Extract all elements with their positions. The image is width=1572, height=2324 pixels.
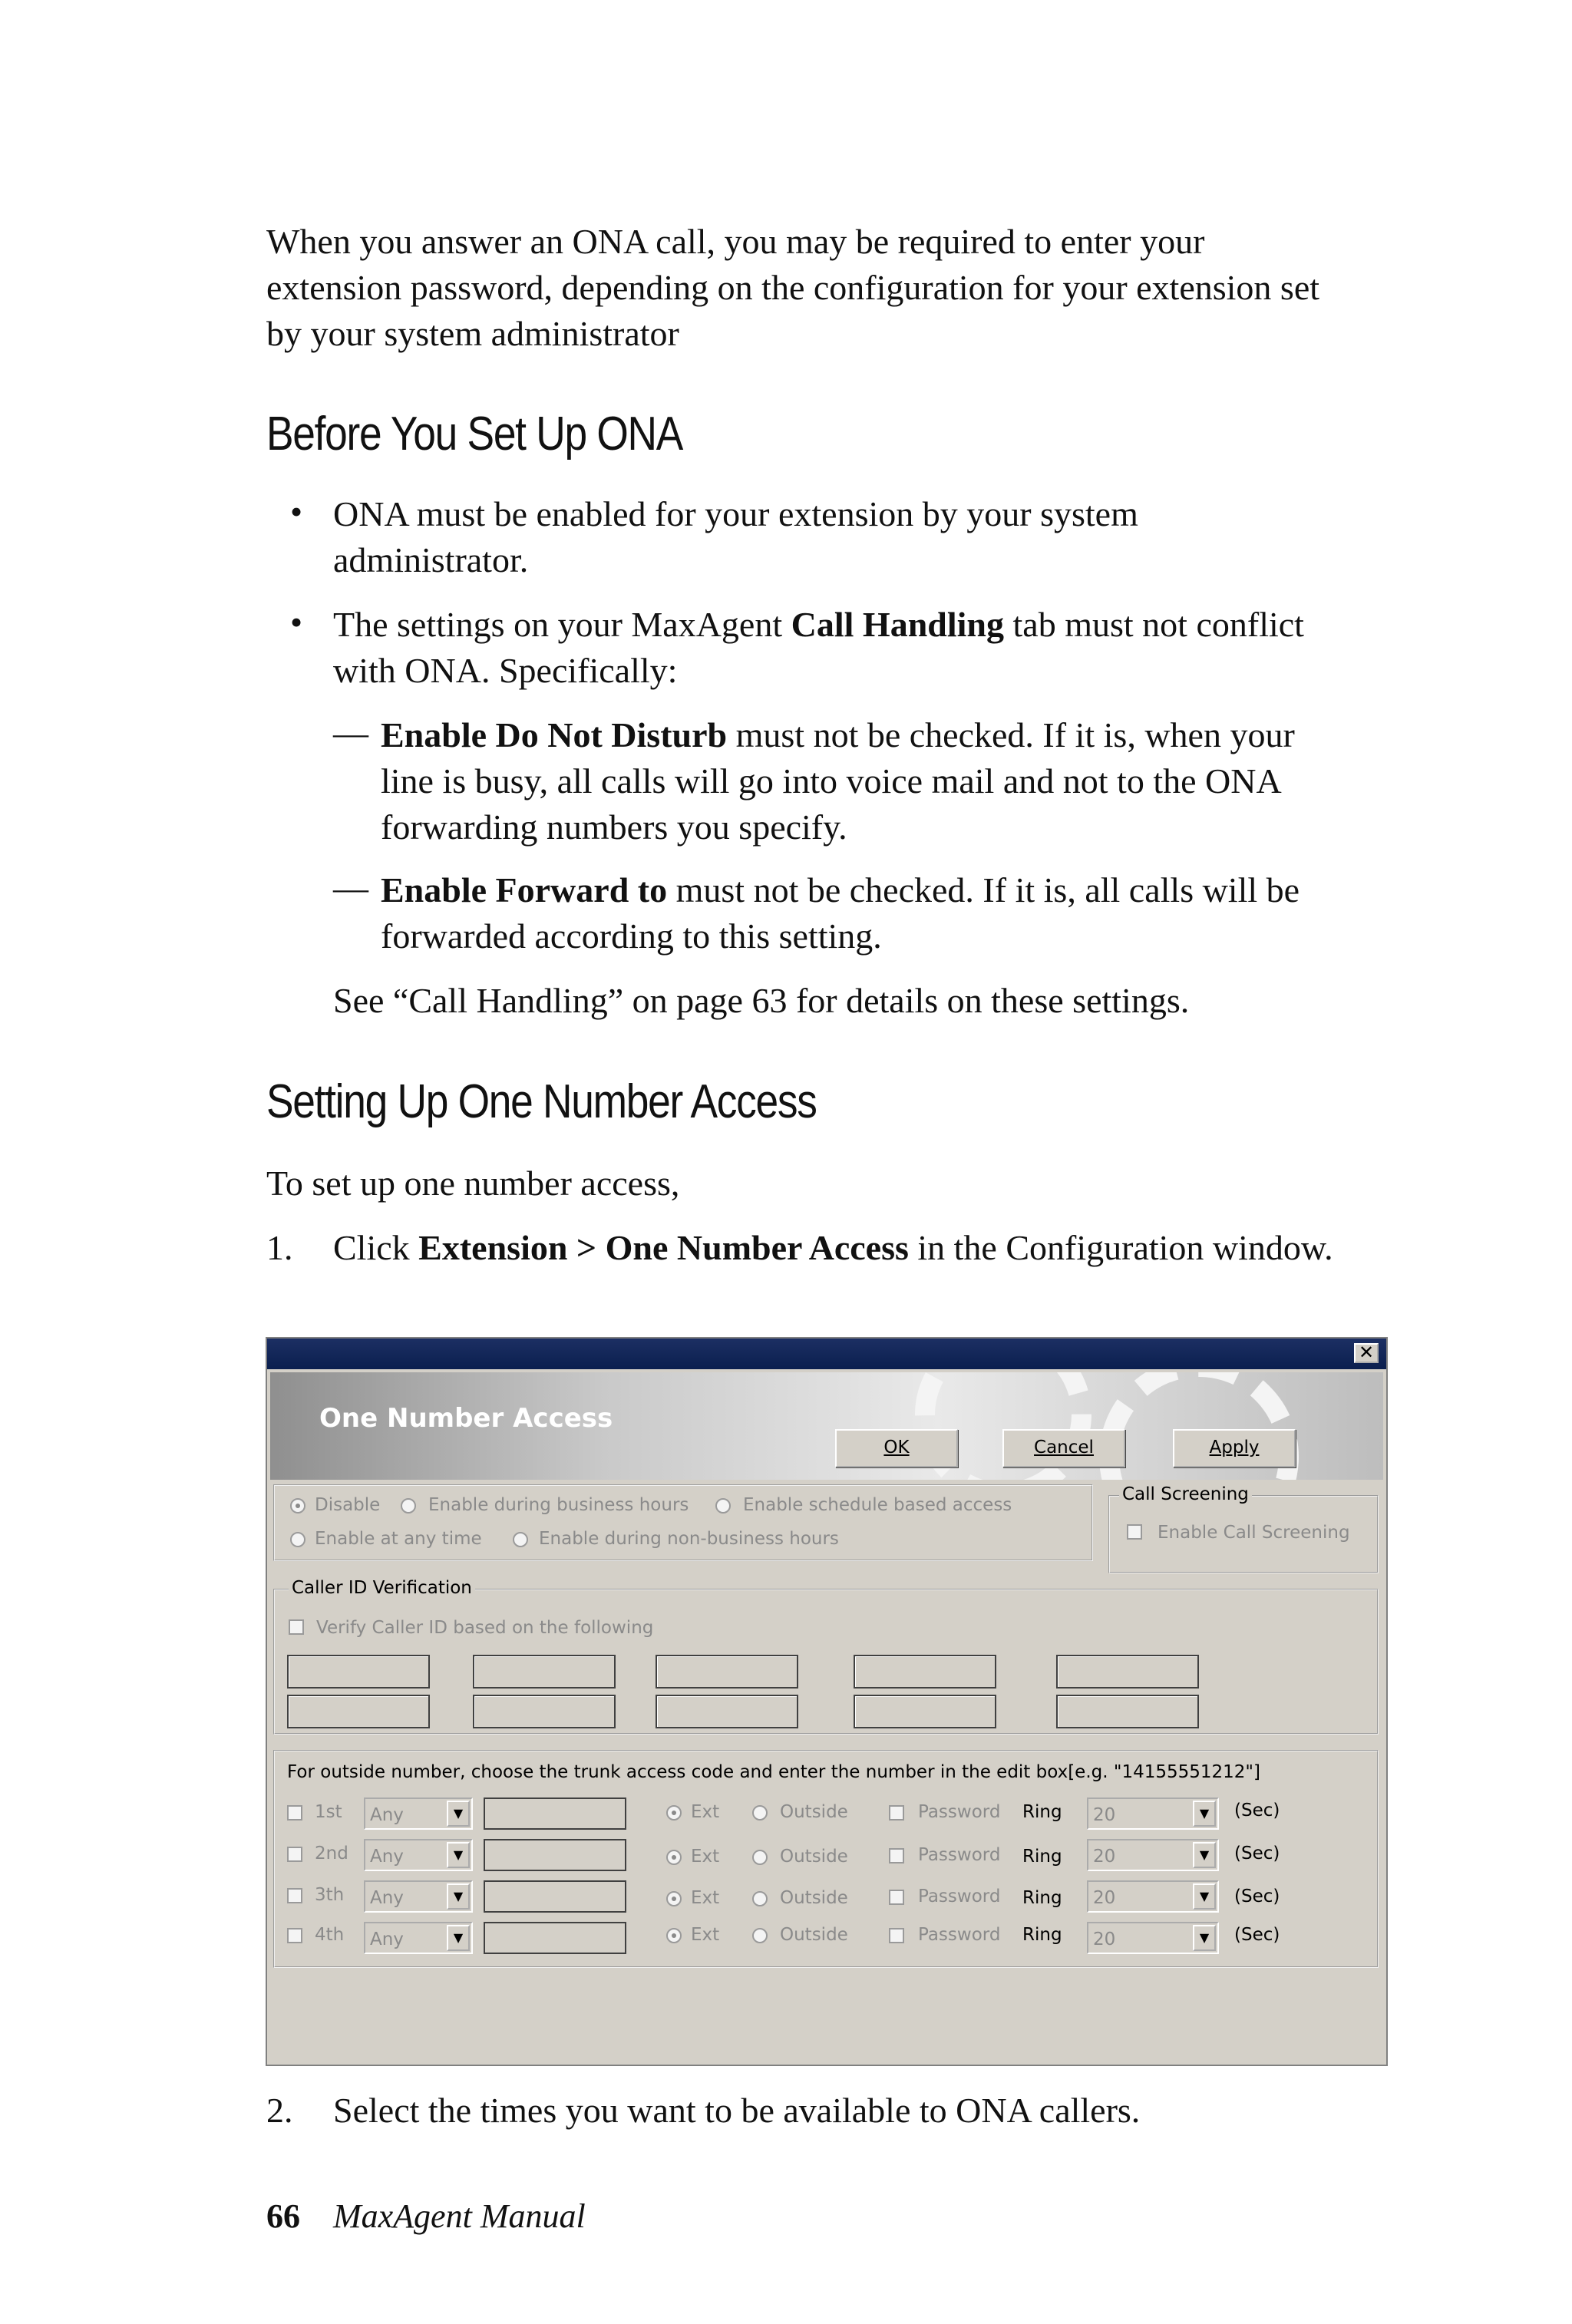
ext-label: Ext <box>691 1847 720 1867</box>
text-run: Click <box>333 1228 419 1267</box>
ring-seconds-select[interactable] <box>1087 1839 1219 1871</box>
non-business-radio[interactable] <box>513 1532 528 1547</box>
ext-radio[interactable] <box>666 1891 682 1906</box>
bullet-marker: • <box>290 602 303 642</box>
lead-text: To set up one number access, <box>266 1164 680 1203</box>
text-run: The settings on your MaxAgent <box>333 605 791 644</box>
row-enable-checkbox[interactable] <box>287 1888 302 1903</box>
ring-value: 20 <box>1093 1930 1116 1949</box>
trunk-select[interactable] <box>364 1880 473 1913</box>
ring-value: 20 <box>1093 1888 1116 1908</box>
section-heading-setting-up: Setting Up One Number Access <box>266 1075 817 1128</box>
text-run: in the Configuration window. <box>908 1228 1333 1267</box>
call-screening-checkbox[interactable] <box>1127 1524 1142 1540</box>
step-number: 1. <box>266 1228 293 1267</box>
ext-radio[interactable] <box>666 1850 682 1865</box>
section-heading-before-setup: Before You Set Up ONA <box>266 408 683 461</box>
caller-id-field[interactable] <box>854 1695 996 1728</box>
cancel-button[interactable]: Cancel <box>1002 1429 1125 1467</box>
bullet-item <box>333 491 1469 583</box>
ext-radio[interactable] <box>666 1805 682 1821</box>
bullet-item <box>333 602 1469 694</box>
disable-label: Disable <box>315 1495 381 1515</box>
ext-label: Ext <box>691 1802 720 1822</box>
ring-seconds-select[interactable] <box>1087 1880 1219 1913</box>
outside-number-input[interactable] <box>484 1922 626 1954</box>
outside-number-group <box>273 1750 1379 1968</box>
disable-radio[interactable] <box>290 1498 305 1514</box>
caller-id-group <box>273 1578 1379 1735</box>
verify-caller-id-checkbox[interactable] <box>289 1619 304 1635</box>
password-label: Password <box>918 1887 1001 1906</box>
mode-group <box>273 1484 1093 1561</box>
ring-value: 20 <box>1093 1847 1116 1867</box>
outside-instruction: For outside number, choose the trunk access code and enter the number in the edit box[e.g. "14155551212"] <box>287 1762 1260 1782</box>
any-time-label: Enable at any time <box>315 1529 482 1549</box>
bold-term: Call Handling <box>791 605 1005 644</box>
text-run: tab must not conflict <box>1004 605 1304 644</box>
row-label: 2nd <box>315 1844 348 1863</box>
outside-label: Outside <box>780 1925 848 1945</box>
bullet-line: ONA must be enabled for your extension by your system <box>333 494 1138 533</box>
chevron-down-icon: ▼ <box>1193 1925 1216 1951</box>
caller-id-field[interactable] <box>287 1695 430 1728</box>
caller-id-field[interactable] <box>473 1695 616 1728</box>
password-checkbox[interactable] <box>889 1890 904 1905</box>
seconds-unit: (Sec) <box>1234 1801 1280 1821</box>
row-enable-checkbox[interactable] <box>287 1805 302 1821</box>
manual-title: MaxAgent Manual <box>333 2197 586 2235</box>
banner-title: One Number Access <box>319 1403 613 1434</box>
intro-line: by your system administrator <box>266 314 679 353</box>
chevron-down-icon: ▼ <box>447 1925 470 1951</box>
bold-term: Extension > One Number Access <box>418 1228 909 1267</box>
apply-button[interactable]: Apply <box>1173 1429 1296 1467</box>
outside-radio[interactable] <box>752 1891 768 1906</box>
business-hours-radio[interactable] <box>401 1498 416 1514</box>
password-checkbox[interactable] <box>889 1848 904 1863</box>
sub-line: forwarded according to this setting. <box>381 916 882 956</box>
caller-id-field[interactable] <box>656 1695 798 1728</box>
outside-number-input[interactable] <box>484 1797 626 1830</box>
sub-line <box>381 712 1409 758</box>
ok-button[interactable]: OK <box>835 1429 958 1467</box>
dash-marker: — <box>333 713 368 752</box>
non-business-label: Enable during non-business hours <box>539 1529 839 1549</box>
bold-term: Enable Forward to <box>381 870 668 909</box>
title-bar <box>267 1339 1386 1369</box>
ring-seconds-select[interactable] <box>1087 1797 1219 1830</box>
outside-radio[interactable] <box>752 1928 768 1943</box>
row-label: 4th <box>315 1925 345 1945</box>
ring-label: Ring <box>1022 1925 1062 1945</box>
page-number: 66 <box>266 2197 300 2235</box>
seconds-unit: (Sec) <box>1234 1844 1280 1863</box>
sub-line: forwarding numbers you specify. <box>381 807 847 847</box>
call-screening-label: Enable Call Screening <box>1158 1523 1350 1543</box>
business-hours-label: Enable during business hours <box>428 1495 689 1515</box>
password-label: Password <box>918 1925 1001 1945</box>
text-run: must not be checked. If it is, all calls will be <box>667 870 1300 909</box>
close-icon[interactable]: ✕ <box>1354 1343 1379 1363</box>
row-label: 3th <box>315 1885 345 1905</box>
outside-number-input[interactable] <box>484 1880 626 1913</box>
seconds-unit: (Sec) <box>1234 1925 1280 1945</box>
sub-item <box>381 712 1409 850</box>
row-enable-checkbox[interactable] <box>287 1928 302 1943</box>
intro-line: extension password, depending on the configuration for your extension set <box>266 268 1320 307</box>
caller-id-legend: Caller ID Verification <box>289 1578 475 1598</box>
caller-id-field[interactable] <box>473 1655 616 1689</box>
caller-id-field[interactable] <box>287 1655 430 1689</box>
bold-term: Enable Do Not Disturb <box>381 715 728 754</box>
call-screening-group <box>1108 1484 1379 1573</box>
seconds-unit: (Sec) <box>1234 1887 1280 1906</box>
ring-seconds-select[interactable] <box>1087 1922 1219 1954</box>
password-label: Password <box>918 1802 1001 1822</box>
chevron-down-icon: ▼ <box>1193 1801 1216 1827</box>
outside-number-input[interactable] <box>484 1839 626 1871</box>
trunk-value: Any <box>370 1930 404 1949</box>
outside-label: Outside <box>780 1888 848 1908</box>
outside-label: Outside <box>780 1802 848 1822</box>
bullet-marker: • <box>290 492 303 531</box>
caller-id-field[interactable] <box>656 1655 798 1689</box>
intro-paragraph <box>266 219 1402 357</box>
chevron-down-icon: ▼ <box>447 1801 470 1827</box>
step-text <box>333 1225 1423 1271</box>
row-enable-checkbox[interactable] <box>287 1847 302 1862</box>
outside-label: Outside <box>780 1847 848 1867</box>
chevron-down-icon: ▼ <box>447 1883 470 1910</box>
trunk-select[interactable] <box>364 1797 473 1830</box>
bullet-line: with ONA. Specifically: <box>333 651 678 690</box>
see-also-text: See “Call Handling” on page 63 for details on these settings. <box>333 981 1190 1020</box>
chevron-down-icon: ▼ <box>1193 1883 1216 1910</box>
caller-id-field[interactable] <box>1056 1655 1199 1689</box>
call-screening-legend: Call Screening <box>1119 1484 1252 1504</box>
ring-value: 20 <box>1093 1805 1116 1825</box>
trunk-value: Any <box>370 1888 404 1908</box>
text-run: must not be checked. If it is, when your <box>727 715 1295 754</box>
trunk-select[interactable] <box>364 1839 473 1871</box>
step-number: 2. <box>266 2091 293 2130</box>
verify-caller-id-label: Verify Caller ID based on the following <box>316 1618 654 1638</box>
bullet-line: administrator. <box>333 540 529 579</box>
outside-radio[interactable] <box>752 1850 768 1865</box>
sub-line <box>381 867 1409 913</box>
trunk-value: Any <box>370 1805 404 1825</box>
bullet-line <box>333 602 1469 648</box>
trunk-value: Any <box>370 1847 404 1867</box>
ext-label: Ext <box>691 1925 720 1945</box>
password-checkbox[interactable] <box>889 1805 904 1821</box>
password-checkbox[interactable] <box>889 1928 904 1943</box>
any-time-radio[interactable] <box>290 1532 305 1547</box>
ring-label: Ring <box>1022 1847 1062 1867</box>
dash-marker: — <box>333 868 368 907</box>
chevron-down-icon: ▼ <box>1193 1842 1216 1868</box>
caller-id-field[interactable] <box>1056 1695 1199 1728</box>
row-label: 1st <box>315 1802 342 1822</box>
sub-line: line is busy, all calls will go into voice mail and not to the ONA <box>381 761 1282 801</box>
sub-item <box>381 867 1409 959</box>
outside-radio[interactable] <box>752 1805 768 1821</box>
ring-label: Ring <box>1022 1802 1062 1822</box>
schedule-label: Enable schedule based access <box>743 1495 1012 1515</box>
trunk-select[interactable] <box>364 1922 473 1954</box>
chevron-down-icon: ▼ <box>447 1842 470 1868</box>
step-text: Select the times you want to be available to ONA callers. <box>333 2091 1141 2130</box>
caller-id-field[interactable] <box>854 1655 996 1689</box>
ring-label: Ring <box>1022 1888 1062 1908</box>
ext-label: Ext <box>691 1888 720 1908</box>
schedule-radio[interactable] <box>715 1498 731 1514</box>
password-label: Password <box>918 1845 1001 1865</box>
ext-radio[interactable] <box>666 1928 682 1943</box>
intro-line: When you answer an ONA call, you may be required to enter your <box>266 222 1205 261</box>
